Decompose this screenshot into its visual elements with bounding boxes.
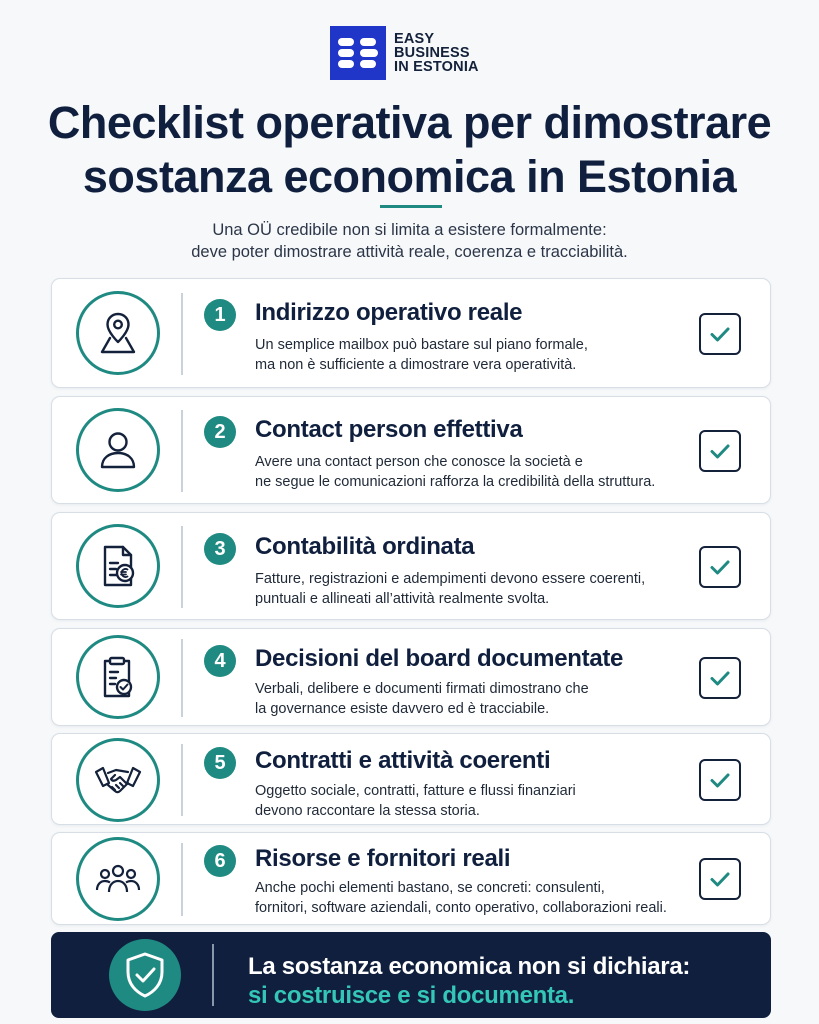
item-description-line-2: devono raccontare la stessa storia. xyxy=(255,803,480,819)
card-divider xyxy=(181,639,183,717)
shield-check-icon xyxy=(109,939,181,1011)
check-icon xyxy=(707,665,733,691)
item-title: Indirizzo operativo reale xyxy=(255,299,523,326)
card-divider xyxy=(181,526,183,608)
item-checkbox[interactable] xyxy=(699,313,741,355)
footer-line-1: La sostanza economica non si dichiara: xyxy=(248,953,691,980)
item-number-badge: 2 xyxy=(204,416,236,448)
item-description-line-1: Fatture, registrazioni e adempimenti devono essere coerenti, xyxy=(255,571,646,587)
item-number-badge: 6 xyxy=(204,845,236,877)
footer-banner xyxy=(51,932,771,1018)
check-icon xyxy=(707,767,733,793)
item-description-line-2: puntuali e allineati all’attività realmente svolta. xyxy=(255,591,550,607)
item-checkbox[interactable] xyxy=(699,546,741,588)
brand-name xyxy=(394,32,479,74)
person-icon xyxy=(76,408,160,492)
page-title-line-1: Checklist operativa per dimostrare xyxy=(47,97,772,148)
clipboard-check-icon xyxy=(76,635,160,719)
item-description-line-2: la governance esiste davvero ed è tracciabile. xyxy=(255,701,550,717)
checklist-item-4 xyxy=(51,628,771,726)
check-icon xyxy=(707,321,733,347)
item-title: Contact person effettiva xyxy=(255,416,523,443)
item-description-line-2: ne segue le comunicazioni rafforza la credibilità della struttura. xyxy=(255,474,656,490)
checklist-item-3 xyxy=(51,512,771,620)
item-title: Contabilità ordinata xyxy=(255,533,475,560)
item-checkbox[interactable] xyxy=(699,430,741,472)
footer-divider xyxy=(212,944,214,1006)
handshake-icon xyxy=(76,738,160,822)
card-divider xyxy=(181,293,183,375)
euro-document-icon xyxy=(76,524,160,608)
item-description-line-1: Verbali, delibere e documenti firmati dimostrano che xyxy=(255,681,589,697)
item-number-badge: 1 xyxy=(204,299,236,331)
check-icon xyxy=(707,438,733,464)
item-title: Contratti e attività coerenti xyxy=(255,747,551,774)
card-divider xyxy=(181,410,183,492)
subtitle-line-1: Una OÜ credibile non si limita a esistere formalmente: xyxy=(212,221,607,239)
checklist-item-6 xyxy=(51,832,771,925)
item-description-line-1: Oggetto sociale, contratti, fatture e flussi finanziari xyxy=(255,783,576,799)
item-description xyxy=(255,335,588,375)
item-number-badge: 3 xyxy=(204,533,236,565)
card-divider xyxy=(181,843,183,916)
subtitle-line-2: deve poter dimostrare attività reale, coerenza e tracciabilità. xyxy=(191,243,628,261)
page-subtitle xyxy=(0,219,819,263)
brand-logo xyxy=(330,26,479,80)
footer-line-2: si costruisce e si documenta. xyxy=(248,982,575,1009)
item-title: Decisioni del board documentate xyxy=(255,645,624,672)
checklist-item-5 xyxy=(51,733,771,825)
card-divider xyxy=(181,744,183,816)
item-checkbox[interactable] xyxy=(699,759,741,801)
item-title: Risorse e fornitori reali xyxy=(255,845,511,872)
brand-line-3: IN ESTONIA xyxy=(394,59,479,75)
page-title-line-2: sostanza economica in Estonia xyxy=(82,151,737,202)
item-description xyxy=(255,569,645,609)
checklist-item-1 xyxy=(51,278,771,388)
item-description xyxy=(255,679,589,719)
title-underline xyxy=(380,205,442,208)
check-icon xyxy=(707,554,733,580)
checklist-item-2 xyxy=(51,396,771,504)
brand-mark-icon xyxy=(330,26,386,80)
check-icon xyxy=(707,866,733,892)
item-description-line-1: Anche pochi elementi bastano, se concreti: consulenti, xyxy=(255,880,605,896)
item-description xyxy=(255,781,576,821)
item-number-badge: 5 xyxy=(204,747,236,779)
item-number-badge: 4 xyxy=(204,645,236,677)
location-pin-map-icon xyxy=(76,291,160,375)
brand-line-2: BUSINESS xyxy=(394,45,470,61)
item-checkbox[interactable] xyxy=(699,858,741,900)
brand-line-1: EASY xyxy=(394,31,435,47)
item-checkbox[interactable] xyxy=(699,657,741,699)
people-group-icon xyxy=(76,837,160,921)
item-description-line-2: fornitori, software aziendali, conto operativo, collaborazioni reali. xyxy=(255,900,667,916)
item-description-line-2: ma non è sufficiente a dimostrare vera operatività. xyxy=(255,357,577,373)
item-description-line-1: Un semplice mailbox può bastare sul piano formale, xyxy=(255,337,588,353)
page-title xyxy=(0,96,819,204)
item-description xyxy=(255,878,667,918)
item-description-line-1: Avere una contact person che conosce la società e xyxy=(255,454,583,470)
item-description xyxy=(255,452,655,492)
